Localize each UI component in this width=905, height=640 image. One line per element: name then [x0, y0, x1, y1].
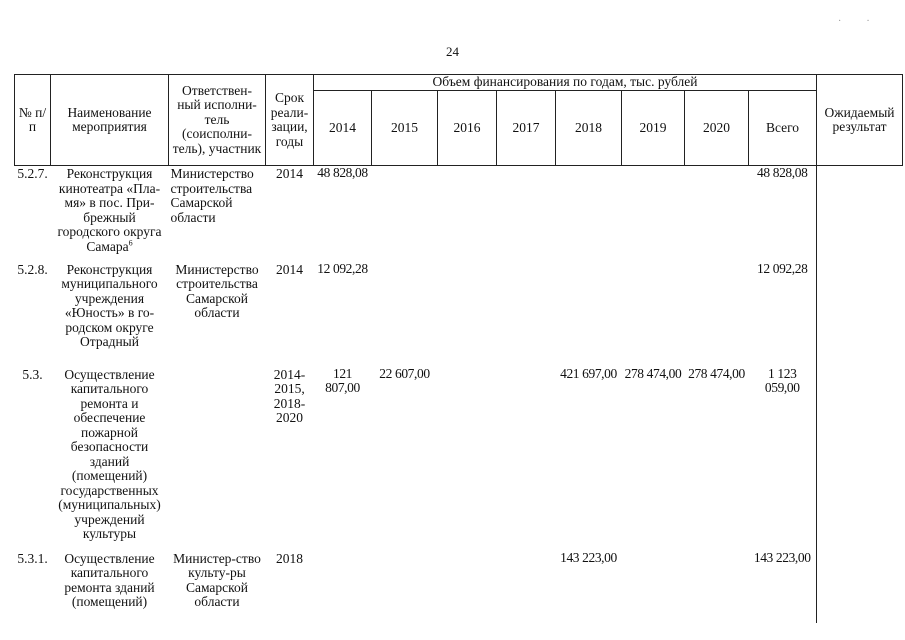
row-result [817, 166, 903, 262]
row-value [438, 166, 497, 262]
header-total: Всего [749, 91, 817, 166]
row-value [372, 551, 438, 623]
row-name: Реконструкция муниципального учреждения «Юность» в го-родском округе Отрадный [61, 261, 158, 349]
row-responsible: Министер-ство культу-ры Самарской области [173, 550, 261, 609]
header-name: Наименование мероприятия [51, 75, 169, 166]
footnote-mark: 6 [128, 238, 133, 247]
row-value [497, 367, 556, 551]
row-value [685, 262, 749, 367]
row-result [817, 551, 903, 623]
row-value [685, 551, 749, 623]
row-name [51, 166, 169, 262]
row-value: 12 092,28 [317, 260, 368, 276]
table-row [15, 166, 903, 262]
row-value: 48 828,08 [317, 165, 368, 180]
header-financing: Объем финансирования по годам, тыс. рублей [314, 75, 817, 91]
row-name-text: Реконструкция кинотеатра «Пла-мя» в пос. При-брежный городского округа Самара [57, 166, 162, 254]
row-value [372, 262, 438, 367]
header-year: 2016 [438, 91, 497, 166]
row-value [372, 166, 438, 262]
row-total: 143 223,00 [753, 549, 811, 565]
header-year: 2020 [685, 91, 749, 166]
row-no: 5.2.8. [17, 261, 48, 277]
row-term: 2014 [276, 261, 303, 277]
row-responsible: Министерство строительства Самарской области [175, 261, 259, 320]
row-no: 5.3. [22, 366, 43, 382]
row-term: 2014 [276, 166, 303, 181]
row-value [622, 262, 685, 367]
row-responsible [169, 367, 266, 551]
row-value: 278 474,00 [688, 365, 745, 381]
page-number: 24 [446, 44, 459, 59]
header-no: № п/п [15, 75, 51, 166]
row-value: 143 223,00 [560, 549, 617, 565]
row-value [622, 551, 685, 623]
row-total: 1 123 059,00 [764, 365, 800, 395]
scan-mark: · · [838, 16, 870, 27]
row-value [438, 551, 497, 623]
row-value [685, 166, 749, 262]
row-total: 12 092,28 [757, 260, 808, 276]
header-result: Ожидаемый результат [817, 75, 903, 166]
row-value: 121 807,00 [325, 365, 360, 395]
row-value: 22 607,00 [379, 365, 430, 381]
financing-table [14, 74, 903, 623]
row-term: 2018 [276, 550, 303, 566]
header-year: 2018 [556, 91, 622, 166]
row-value: 278 474,00 [624, 365, 682, 381]
header-year: 2017 [497, 91, 556, 166]
row-total: 48 828,08 [757, 165, 808, 180]
row-result [817, 367, 903, 551]
table-row [15, 367, 903, 551]
row-value [556, 262, 622, 367]
header-year: 2015 [372, 91, 438, 166]
row-no: 5.2.7. [17, 166, 48, 181]
row-name: Осуществление капитального ремонта и обеспечение пожарной безопасности зданий (помещений) государственных (муниципальных) учреждений культуры [58, 366, 161, 541]
row-value [556, 166, 622, 262]
row-term: 2014-2015, 2018-2020 [273, 366, 306, 425]
table-row [15, 262, 903, 367]
row-value [438, 262, 497, 367]
header-term: Срок реали-зации, годы [266, 75, 314, 166]
row-value [622, 166, 685, 262]
row-value [497, 262, 556, 367]
row-result [817, 262, 903, 367]
table-row [15, 551, 903, 623]
row-value [314, 551, 372, 623]
row-value [497, 166, 556, 262]
row-value [497, 551, 556, 623]
row-responsible: Министерство строительства Самарской области [170, 166, 254, 225]
row-value: 421 697,00 [560, 365, 617, 381]
row-name: Осуществление капитального ремонта зданий (помещений) [64, 550, 155, 609]
header-year: 2014 [314, 91, 372, 166]
row-value [438, 367, 497, 551]
header-responsible: Ответствен-ный исполни-тель (соисполни-тель), участник [169, 75, 266, 166]
header-year: 2019 [622, 91, 685, 166]
row-no: 5.3.1. [17, 550, 48, 566]
